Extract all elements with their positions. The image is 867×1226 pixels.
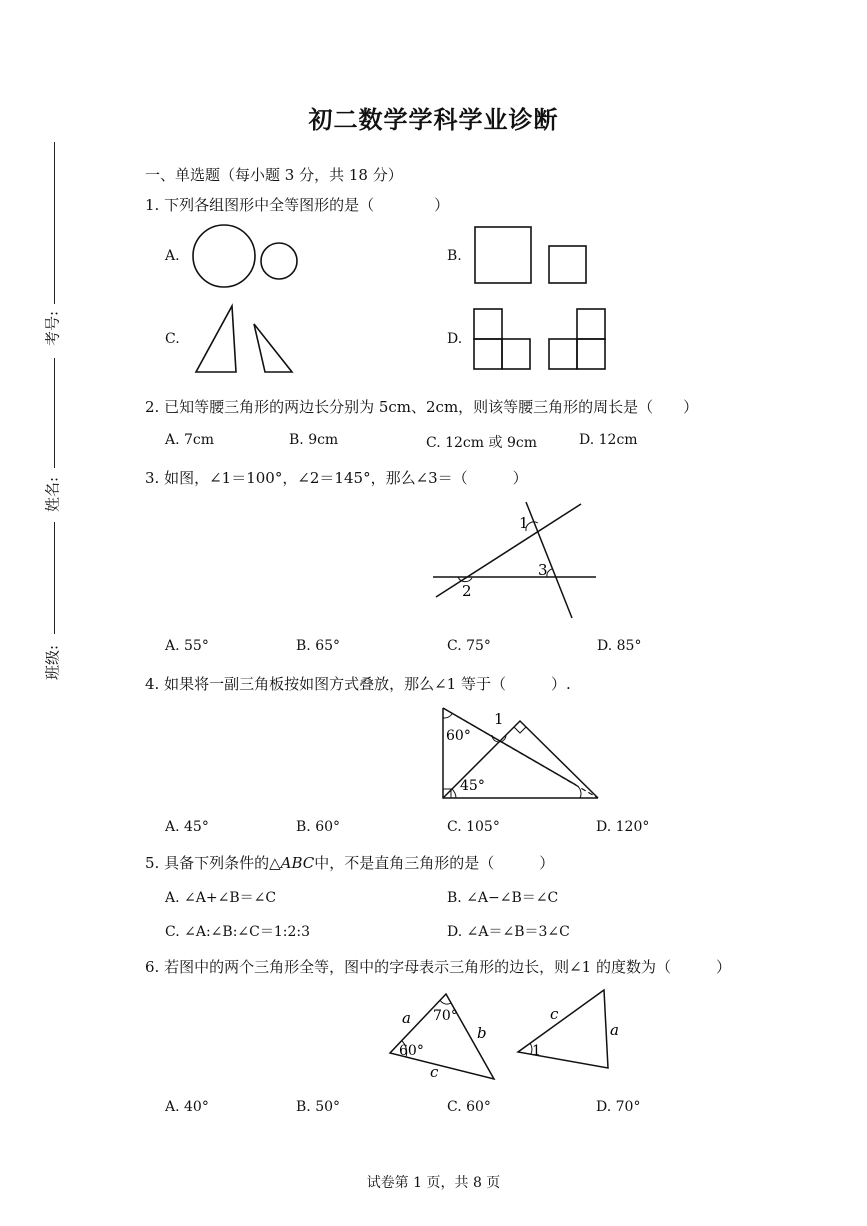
- side-c-label: c: [550, 1005, 559, 1023]
- angle-60-arc: [443, 714, 452, 718]
- side-b-label: b: [477, 1024, 487, 1042]
- rising-line: [436, 504, 581, 597]
- angle-1-label: 1: [532, 1043, 541, 1059]
- angle-3-arc: [547, 569, 552, 577]
- q5-option-a: A. ∠A+∠B＝∠C: [165, 890, 277, 906]
- student-name-label: 姓名:: [43, 476, 62, 513]
- page-footer: 试卷第 1 页，共 8 页: [366, 1175, 501, 1191]
- q5-option-c: C. ∠A:∠B:∠C＝1:2:3: [165, 924, 311, 940]
- side-c-label: c: [430, 1063, 439, 1081]
- q1-figure-b: [470, 222, 600, 292]
- q2-option-d: D. 12cm: [579, 432, 638, 448]
- q1-figure-a: [185, 220, 310, 295]
- margin-line-mid2: [54, 522, 55, 634]
- q5-stem: [145, 852, 554, 873]
- q6-option-c: C. 60°: [447, 1099, 491, 1115]
- q1-figure-d: [470, 305, 615, 375]
- right-angle-mark-top: [514, 727, 526, 733]
- small-square: [549, 246, 586, 283]
- page-title: 初二数学学科学业诊断: [308, 105, 559, 134]
- q3-option-a: A. 55°: [165, 638, 209, 654]
- q4-option-a: A. 45°: [165, 819, 209, 835]
- q6-figure-right: [512, 982, 627, 1082]
- q1-stem: 1. 下列各组图形中全等图形的是（ ）: [145, 196, 450, 214]
- margin-line-top: [54, 142, 55, 304]
- angle-45-arc: [452, 789, 456, 798]
- steep-line: [526, 502, 572, 618]
- angle-1-label: 1: [519, 514, 529, 532]
- q5-stem-abc: ABC: [280, 854, 315, 872]
- large-square: [475, 227, 531, 283]
- q1-option-c-label: C.: [165, 331, 180, 347]
- q3-option-b: B. 65°: [296, 638, 341, 654]
- left-triangle: [196, 306, 236, 372]
- q4-option-c: C. 105°: [447, 819, 500, 835]
- large-circle: [193, 225, 255, 287]
- set-square-hypotenuse-solid: [443, 708, 576, 785]
- small-circle: [261, 243, 297, 279]
- q1-option-a-label: A.: [165, 248, 180, 264]
- q6-option-a: A. 40°: [165, 1099, 209, 1115]
- q2-option-a: A. 7cm: [165, 432, 215, 448]
- side-a-label: a: [610, 1021, 619, 1039]
- angle-60-label: 60°: [399, 1043, 424, 1059]
- angle-3-label: 3: [538, 561, 548, 579]
- q6-option-b: B. 50°: [296, 1099, 341, 1115]
- margin-line-mid1: [54, 358, 55, 468]
- q3-stem: 3. 如图，∠1＝100°，∠2＝145°，那么∠3＝（ ）: [145, 469, 528, 487]
- q5-option-b: B. ∠A−∠B＝∠C: [447, 890, 559, 906]
- angle-60-label: 60°: [446, 728, 471, 744]
- l-shape-right: [549, 309, 605, 369]
- q1-figure-c: [190, 300, 310, 380]
- q4-stem: 4. 如果将一副三角板按如图方式叠放，那么∠1 等于（ ）.: [145, 675, 571, 693]
- q5-option-d: D. ∠A＝∠B＝3∠C: [447, 924, 570, 940]
- q4-figure: [436, 700, 606, 806]
- q6-option-d: D. 70°: [596, 1099, 641, 1115]
- q3-option-d: D. 85°: [597, 638, 642, 654]
- q3-option-c: C. 75°: [447, 638, 491, 654]
- q6-figure-left: [382, 986, 502, 1086]
- q6-stem: 6. 若图中的两个三角形全等，图中的字母表示三角形的边长，则∠1 的度数为（ ）: [145, 958, 731, 976]
- q5-stem-post: 中，不是直角三角形的是（ ）: [314, 854, 555, 872]
- l-shape-left: [474, 309, 530, 369]
- q1-option-b-label: B.: [447, 248, 462, 264]
- q1-option-d-label: D.: [447, 331, 463, 347]
- section-heading: 一、单选题（每小题 3 分，共 18 分）: [145, 166, 403, 184]
- class-label: 班级:: [43, 644, 62, 681]
- q3-figure: [428, 496, 603, 624]
- angle-1-label: 1: [494, 710, 504, 728]
- q4-option-d: D. 120°: [596, 819, 650, 835]
- exam-number-label: 考号:: [43, 310, 62, 347]
- right-triangle: [254, 324, 292, 372]
- q4-option-b: B. 60°: [296, 819, 341, 835]
- side-a-label: a: [402, 1009, 411, 1027]
- angle-70-label: 70°: [433, 1008, 458, 1024]
- angle-right-arc: [576, 785, 581, 798]
- q2-option-b: B. 9cm: [289, 432, 339, 448]
- angle-2-label: 2: [462, 582, 472, 600]
- angle-45-label: 45°: [460, 778, 485, 794]
- q5-stem-pre: 5. 具备下列条件的△: [145, 854, 281, 872]
- q2-option-c: C. 12cm 或 9cm: [426, 435, 537, 451]
- q2-stem: 2. 已知等腰三角形的两边长分别为 5cm、2cm，则该等腰三角形的周长是（ ）: [145, 398, 699, 416]
